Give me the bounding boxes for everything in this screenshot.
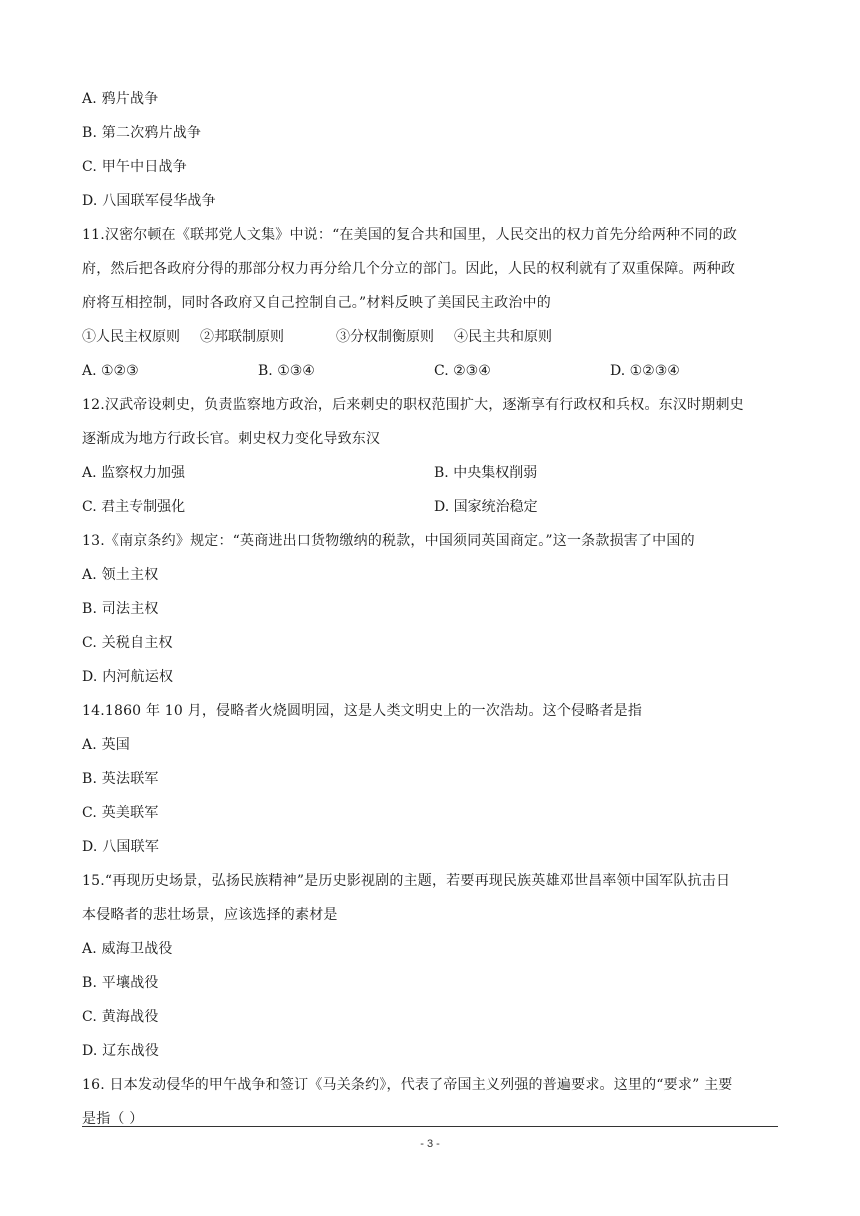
option-d: D. 八国联军侵华战争 bbox=[82, 193, 216, 209]
page-number: - 3 - bbox=[420, 1138, 440, 1150]
option-c: C. 君主专制强化 bbox=[82, 499, 186, 515]
question-11-options bbox=[82, 354, 778, 388]
question-11 bbox=[82, 218, 778, 388]
question-11-items bbox=[82, 320, 778, 354]
option-c: C. 甲午中日战争 bbox=[82, 159, 187, 175]
option-d: D. 八国联军 bbox=[82, 839, 160, 855]
item-3: ③分权制衡原则 bbox=[336, 329, 434, 345]
option-a: A. 英国 bbox=[82, 737, 131, 753]
question-15 bbox=[82, 864, 778, 1068]
option-c: C. 关税自主权 bbox=[82, 635, 173, 651]
question-stem-line: 12.汉武帝设刺史，负责监察地方政治，后来刺史的职权范围扩大，逐渐享有行政权和兵权。东汉时期刺史 bbox=[82, 397, 744, 413]
question-stem-line: 16. 日本发动侵华的甲午战争和签订《马关条约》，代表了帝国主义列强的普遍要求。这里的“要求” 主要 bbox=[82, 1077, 733, 1093]
option-a: A. 领土主权 bbox=[82, 567, 159, 583]
option-c: C. 黄海战役 bbox=[82, 1009, 159, 1025]
question-stem-line: 是指（ ） bbox=[82, 1111, 144, 1127]
item-4: ④民主共和原则 bbox=[454, 329, 552, 345]
option-d: D. ①②③④ bbox=[610, 363, 680, 379]
question-12 bbox=[82, 388, 778, 524]
question-14 bbox=[82, 694, 778, 864]
question-10-options bbox=[82, 82, 778, 218]
option-d: D. 辽东战役 bbox=[82, 1043, 160, 1059]
option-b: B. 第二次鸦片战争 bbox=[82, 125, 202, 141]
option-b: B. ①③④ bbox=[258, 363, 315, 379]
question-stem-line: 逐渐成为地方行政长官。刺史权力变化导致东汉 bbox=[82, 431, 381, 447]
option-c: C. ②③④ bbox=[434, 363, 491, 379]
option-b: B. 中央集权削弱 bbox=[434, 465, 538, 481]
footer-divider bbox=[82, 1126, 778, 1127]
option-b: B. 平壤战役 bbox=[82, 975, 159, 991]
option-a: A. ①②③ bbox=[82, 363, 139, 379]
document-body bbox=[82, 82, 778, 1136]
question-stem-line: 11.汉密尔顿在《联邦党人文集》中说：“在美国的复合共和国里，人民交出的权力首先分给两种不同的政 bbox=[82, 227, 738, 243]
question-stem-line: 本侵略者的悲壮场景，应该选择的素材是 bbox=[82, 907, 338, 923]
question-stem-line: 14.1860 年 10 月，侵略者火烧圆明园，这是人类文明史上的一次浩劫。这个侵略者是指 bbox=[82, 703, 643, 719]
question-stem-line: 府，然后把各政府分得的那部分权力再分给几个分立的部门。因此，人民的权利就有了双重保障。两种政 bbox=[82, 261, 736, 277]
option-a: A. 监察权力加强 bbox=[82, 465, 186, 481]
question-12-options-row-1 bbox=[82, 456, 778, 490]
question-stem-line: 府将互相控制，同时各政府又自己控制自己。”材料反映了美国民主政治中的 bbox=[82, 295, 551, 311]
question-13 bbox=[82, 524, 778, 694]
question-12-options-row-2 bbox=[82, 490, 778, 524]
option-d: D. 内河航运权 bbox=[82, 669, 174, 685]
question-stem-line: 15.“再现历史场景，弘扬民族精神”是历史影视剧的主题，若要再现民族英雄邓世昌率领中国军队抗击日 bbox=[82, 873, 731, 889]
option-c: C. 英美联军 bbox=[82, 805, 159, 821]
item-2: ②邦联制原则 bbox=[200, 329, 284, 345]
option-a: A. 威海卫战役 bbox=[82, 941, 173, 957]
option-d: D. 国家统治稳定 bbox=[434, 499, 538, 515]
option-b: B. 英法联军 bbox=[82, 771, 159, 787]
option-a: A. 鸦片战争 bbox=[82, 91, 159, 107]
question-stem-line: 13.《南京条约》规定：“英商进出口货物缴纳的税款，中国须同英国商定。”这一条款损害了中国的 bbox=[82, 533, 695, 549]
item-1: ①人民主权原则 bbox=[82, 329, 180, 345]
option-b: B. 司法主权 bbox=[82, 601, 159, 617]
